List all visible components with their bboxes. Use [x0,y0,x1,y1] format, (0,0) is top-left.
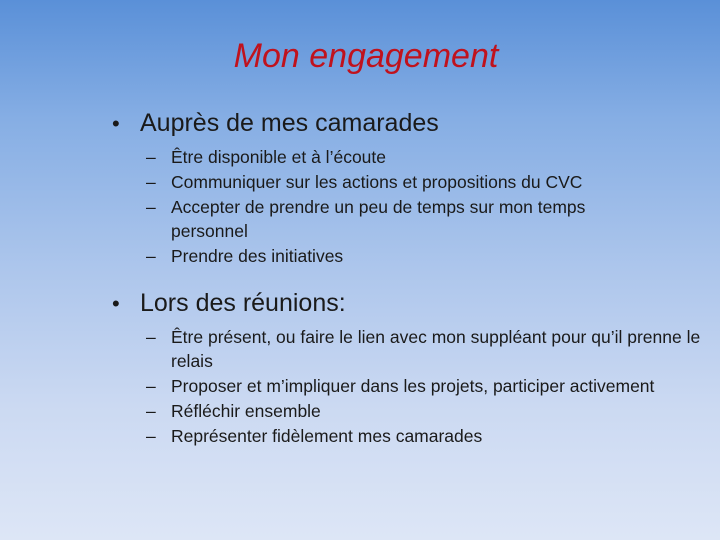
list-item-text: Être présent, ou faire le lien avec mon suppléant pour qu’il prenne le relais [171,327,701,371]
dash-icon: – [146,426,156,446]
list-item-text: Accepter de prendre un peu de temps sur mon temps personnel [171,197,586,241]
list-item [146,325,716,373]
bullet-heading-row [112,286,716,321]
dash-icon: – [146,401,156,421]
bullet-icon: • [112,291,120,316]
dash-icon: – [146,376,156,396]
dash-icon: – [146,147,156,167]
list-item-text: Prendre des initiatives [171,246,344,266]
list-item-text: Représenter fidèlement mes camarades [171,426,483,446]
list-item-text: Proposer et m’impliquer dans les projets, participer activement [171,376,655,396]
bullet-icon: • [112,111,120,136]
list-item [146,195,658,243]
sub-list [112,145,658,268]
dash-icon: – [146,327,156,347]
bullet-heading-row [112,106,658,141]
section-camarades [112,106,658,269]
list-item [146,244,658,268]
section-heading: Auprès de mes camarades [140,109,439,137]
list-item-text: Être disponible et à l’écoute [171,147,386,167]
list-item [146,170,658,194]
section-heading: Lors des réunions: [140,289,346,317]
dash-icon: – [146,246,156,266]
slide-title: Mon engagement [233,37,499,75]
list-item [146,374,716,398]
list-item [146,424,716,448]
dash-icon: – [146,197,156,217]
list-item-text: Réfléchir ensemble [171,401,321,421]
dash-icon: – [146,172,156,192]
section-reunions [112,286,716,449]
list-item [146,145,658,169]
sub-list [112,325,716,448]
list-item-text: Communiquer sur les actions et propositions du CVC [171,172,583,192]
list-item [146,399,716,423]
